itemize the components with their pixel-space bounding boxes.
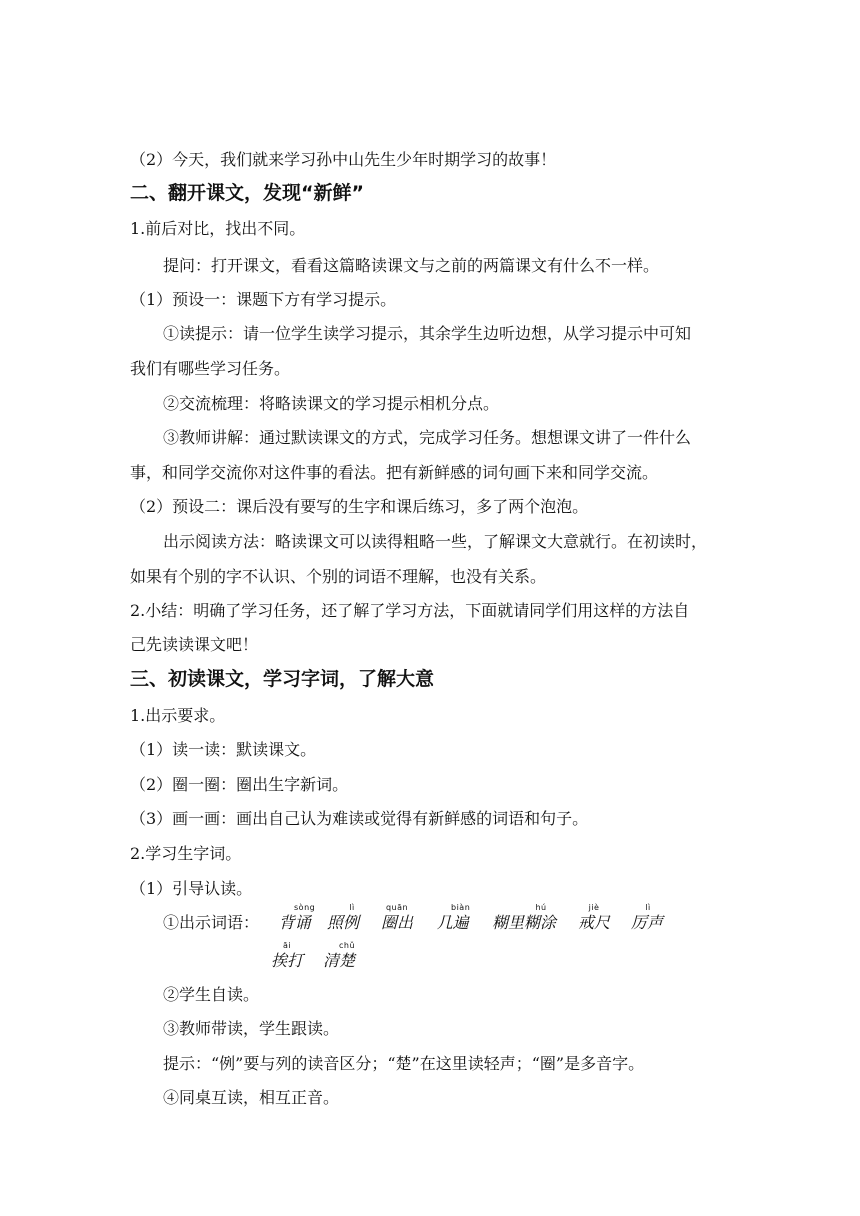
- vocab-text: 背诵: [278, 913, 311, 932]
- text-line: 己先读读课文吧！: [130, 635, 259, 654]
- text-line: （1）预设一：课题下方有学习提示。: [130, 290, 397, 309]
- vocab-pinyin: chǔ: [339, 941, 356, 950]
- text-line: （1）读一读：默读课文。: [130, 740, 317, 759]
- vocab-word: [435, 903, 470, 933]
- vocab-pinyin: lì: [349, 903, 355, 912]
- vocab-word: [578, 903, 610, 933]
- vocab-word: [327, 903, 359, 933]
- text-line: ①读提示：请一位学生读学习提示，其余学生边听边想，从学习提示中可知: [163, 324, 692, 343]
- vocab-text: 圈出: [381, 913, 414, 932]
- text-line: 1.出示要求。: [130, 706, 226, 725]
- vocab-pinyin: hú: [535, 903, 547, 912]
- vocab-pinyin: lì: [645, 903, 651, 912]
- vocab-pinyin: biàn: [451, 903, 471, 912]
- text-line: （2）圈一圈：圈出生字新词。: [130, 775, 349, 794]
- vocab-word: [631, 903, 663, 933]
- text-line: 提问：打开课文，看看这篇略读课文与之前的两篇课文有什么不一样。: [163, 256, 660, 275]
- text-line: ③教师带读，学生跟读。: [163, 1019, 340, 1038]
- text-line: 我们有哪些学习任务。: [130, 359, 291, 378]
- text-line: （1）引导认读。: [130, 879, 253, 898]
- vocab-word: [323, 941, 355, 971]
- vocab-text: 挨打: [271, 951, 304, 970]
- text-line: 2.小结：明确了学习任务，还了解了学习方法，下面就请同学们用这样的方法自: [130, 601, 690, 620]
- section-heading: 二、翻开课文，发现“新鲜”: [130, 182, 364, 204]
- text-line: 提示：“例”要与列的读音区分；“楚”在这里读轻声；“圈”是多音字。: [163, 1054, 645, 1073]
- text-line: 如果有个别的字不认识、个别的词语不理解，也没有关系。: [130, 567, 547, 586]
- vocab-label: ①出示词语：: [163, 913, 260, 932]
- text-line: ④同桌互读，相互正音。: [163, 1088, 340, 1107]
- text-line: （2）预设二：课后没有要写的生字和课后练习，多了两个泡泡。: [130, 497, 589, 516]
- vocab-text: 几遍: [436, 913, 469, 932]
- vocab-text: 清楚: [323, 951, 356, 970]
- text-line: 出示阅读方法：略读课文可以读得粗略一些，了解课文大意就行。在初读时，: [163, 532, 708, 551]
- section-heading: 三、初读课文，学习字词，了解大意: [130, 668, 435, 690]
- text-line: 2.学习生字词。: [130, 844, 242, 863]
- text-line: 事，和同学交流你对这件事的看法。把有新鲜感的词句画下来和同学交流。: [130, 463, 659, 482]
- text-line: （3）画一画：画出自己认为难读或觉得有新鲜感的词语和句子。: [130, 809, 589, 828]
- vocab-row-2: [0, 941, 860, 981]
- vocab-pinyin: sòng: [294, 903, 316, 912]
- vocab-pinyin: āi: [282, 941, 292, 950]
- text-line: ②交流梳理：将略读课文的学习提示相机分点。: [163, 394, 500, 413]
- vocab-word: [271, 941, 303, 971]
- text-line: ②学生自读。: [163, 985, 260, 1004]
- vocab-text: 厉声: [631, 913, 664, 932]
- vocab-word: [492, 903, 556, 933]
- vocab-row-1: [0, 903, 860, 943]
- text-line: ③教师讲解：通过默读课文的方式，完成学习任务。想想课文讲了一件什么: [163, 428, 692, 447]
- vocab-text: 戒尺: [578, 913, 611, 932]
- vocab-text: 照例: [327, 913, 360, 932]
- text-line: 1.前后对比，找出不同。: [130, 219, 306, 238]
- vocab-pinyin: quān: [385, 903, 409, 912]
- text-line: （2）今天，我们就来学习孙中山先生少年时期学习的故事！: [130, 150, 557, 169]
- vocab-text: 糊里糊涂: [492, 913, 557, 932]
- vocab-word: [381, 903, 413, 933]
- vocab-word: [274, 903, 315, 933]
- vocab-pinyin: jiè: [588, 903, 600, 912]
